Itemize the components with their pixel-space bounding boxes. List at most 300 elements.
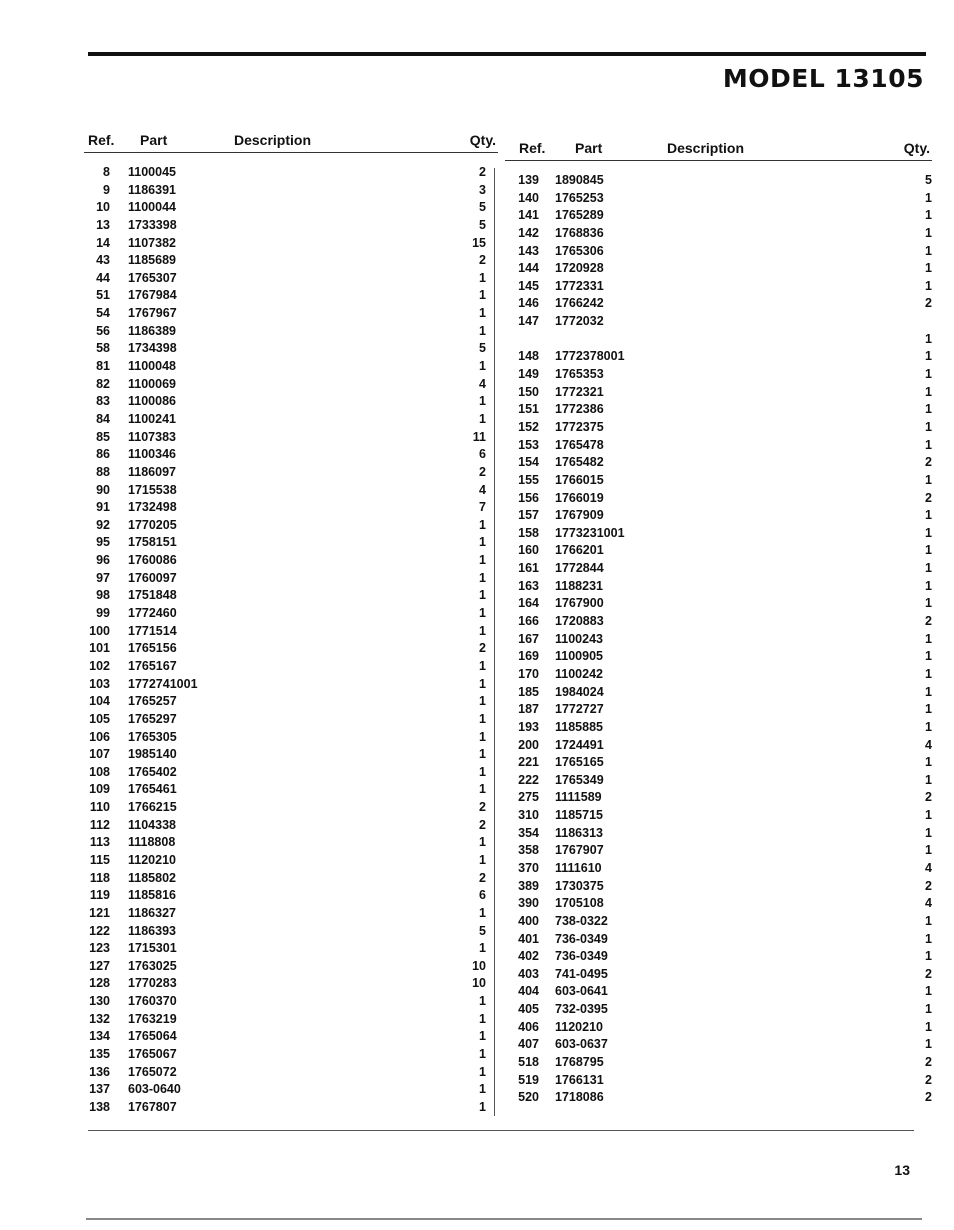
- table-row: [505, 191, 932, 209]
- part-number: 1185816: [128, 888, 176, 903]
- table-row: [84, 624, 498, 642]
- ref-number: 139: [518, 173, 539, 187]
- ref-number: 90: [96, 482, 110, 497]
- ref-number: 221: [518, 755, 539, 770]
- ref-number: 138: [89, 1099, 110, 1114]
- ref-number: 97: [96, 570, 110, 585]
- part-number: 603-0637: [555, 1037, 608, 1052]
- table-row: [505, 508, 932, 526]
- ref-number: 141: [518, 208, 539, 223]
- ref-number: 149: [518, 367, 539, 382]
- ref-number: 102: [89, 658, 110, 673]
- part-number: 1772378001: [555, 349, 625, 364]
- table-row: [84, 835, 498, 853]
- header-part: Part: [575, 140, 603, 156]
- table-row: [84, 165, 498, 183]
- ref-number: 112: [89, 817, 110, 832]
- part-number: 1768795: [555, 1055, 604, 1070]
- part-number: 1984024: [555, 684, 604, 699]
- ref-number: 404: [518, 984, 539, 999]
- quantity: 1: [479, 288, 486, 303]
- quantity: 2: [925, 1072, 932, 1087]
- ref-number: 169: [518, 649, 539, 664]
- table-row: [84, 200, 498, 218]
- part-number: 1765257: [128, 694, 177, 709]
- ref-number: 105: [89, 711, 110, 726]
- quantity: 1: [925, 843, 932, 858]
- header-description: Description: [234, 132, 312, 148]
- column-divider: [494, 168, 495, 1116]
- quantity: 1: [925, 702, 932, 717]
- table-row: [84, 465, 498, 483]
- quantity: 4: [925, 896, 932, 911]
- ref-number: 108: [89, 764, 110, 779]
- quantity: 1: [925, 261, 932, 276]
- ref-number: 402: [518, 949, 539, 964]
- table-row: [84, 641, 498, 659]
- part-number: 1724491: [555, 737, 604, 752]
- ref-number: 187: [518, 702, 539, 717]
- quantity: 10: [472, 976, 486, 991]
- ref-number: 401: [518, 931, 539, 946]
- part-number: 1185715: [555, 808, 603, 823]
- part-number: 1100905: [555, 649, 603, 664]
- ref-number: 82: [96, 376, 110, 391]
- table-row: [84, 959, 498, 977]
- part-number: 1104338: [128, 817, 176, 832]
- quantity: 1: [479, 570, 486, 585]
- table-row: [505, 649, 932, 667]
- part-number: 1760097: [128, 570, 177, 585]
- part-number: 1765402: [128, 764, 177, 779]
- quantity: 1: [479, 394, 486, 409]
- parts-list-right: [505, 173, 932, 1108]
- ref-number: 140: [518, 190, 539, 205]
- quantity: 2: [479, 165, 486, 179]
- part-number: 1772386: [555, 402, 604, 417]
- quantity: 1: [925, 561, 932, 576]
- ref-number: 121: [89, 905, 110, 920]
- quantity: 1: [925, 984, 932, 999]
- quantity: 1: [479, 1029, 486, 1044]
- part-number: 1772032: [555, 314, 604, 329]
- quantity: 5: [479, 341, 486, 356]
- part-number: 1100044: [128, 200, 176, 215]
- table-row: [505, 420, 932, 438]
- ref-number: 400: [518, 913, 539, 928]
- part-number: 1763025: [128, 958, 177, 973]
- part-number: 1765353: [555, 367, 604, 382]
- ref-number: 119: [89, 888, 110, 903]
- quantity: 2: [925, 1090, 932, 1105]
- table-row: [84, 183, 498, 201]
- table-row: [84, 271, 498, 289]
- table-row: [84, 553, 498, 571]
- ref-number: 44: [96, 270, 110, 285]
- ref-number: 54: [96, 306, 110, 321]
- part-number: 1120210: [555, 1019, 603, 1034]
- ref-number: 109: [89, 782, 110, 797]
- table-row: [505, 667, 932, 685]
- ref-number: 407: [518, 1037, 539, 1052]
- part-number: 1751848: [128, 588, 177, 603]
- ref-number: 83: [96, 394, 110, 409]
- ref-number: 130: [89, 994, 110, 1009]
- part-number: 1772741001: [128, 676, 198, 691]
- table-row: [505, 296, 932, 314]
- table-row: [505, 808, 932, 826]
- ref-number: 122: [89, 923, 110, 938]
- quantity: 1: [925, 913, 932, 928]
- table-row: [505, 261, 932, 279]
- quantity: 1: [479, 835, 486, 850]
- ref-number: 101: [89, 641, 110, 656]
- table-row: [505, 1055, 932, 1073]
- part-number: 1100069: [128, 376, 176, 391]
- table-row: [84, 535, 498, 553]
- ref-number: 91: [96, 500, 110, 515]
- part-number: 1766131: [555, 1072, 604, 1087]
- part-number: 1767984: [128, 288, 177, 303]
- ref-number: 152: [518, 419, 539, 434]
- ref-number: 370: [518, 860, 539, 875]
- ref-number: 128: [89, 976, 110, 991]
- table-row: [505, 491, 932, 509]
- quantity: 1: [479, 941, 486, 956]
- table-row: [84, 765, 498, 783]
- quantity: 2: [479, 464, 486, 479]
- table-row: [505, 932, 932, 950]
- part-number: 1705108: [555, 896, 604, 911]
- part-number: 1111589: [555, 790, 602, 805]
- ref-number: 43: [96, 253, 110, 268]
- quantity: 2: [925, 490, 932, 505]
- table-row: [84, 712, 498, 730]
- quantity: 2: [479, 817, 486, 832]
- quantity: 1: [925, 419, 932, 434]
- ref-number: 143: [518, 243, 539, 258]
- ref-number: 107: [89, 747, 110, 762]
- table-row: [505, 1002, 932, 1020]
- quantity: 1: [925, 949, 932, 964]
- ref-number: 134: [89, 1029, 110, 1044]
- table-row: [505, 914, 932, 932]
- part-number: 1765307: [128, 270, 177, 285]
- ref-number: 520: [518, 1090, 539, 1105]
- ref-number: 123: [89, 941, 110, 956]
- quantity: 6: [479, 447, 486, 462]
- table-row: [84, 659, 498, 677]
- parts-table-right: [505, 138, 932, 1108]
- table-row: [84, 571, 498, 589]
- table-row: [84, 976, 498, 994]
- ref-number: 166: [518, 614, 539, 629]
- part-number: 1767807: [128, 1099, 177, 1114]
- ref-number: 167: [518, 631, 539, 646]
- ref-number: 132: [89, 1011, 110, 1026]
- table-row: [505, 367, 932, 385]
- table-row: [505, 790, 932, 808]
- table-row: [505, 473, 932, 491]
- table-row: [84, 588, 498, 606]
- part-number: 1765305: [128, 729, 177, 744]
- quantity: 1: [479, 623, 486, 638]
- quantity: 1: [925, 578, 932, 593]
- ref-number: 86: [96, 447, 110, 462]
- ref-number: 153: [518, 437, 539, 452]
- quantity: 4: [925, 860, 932, 875]
- quantity: 4: [925, 737, 932, 752]
- ref-number: 145: [518, 278, 539, 293]
- table-row: [505, 861, 932, 879]
- ref-number: 96: [96, 553, 110, 568]
- table-row: [505, 632, 932, 650]
- table-row: [84, 500, 498, 518]
- quantity: 1: [925, 808, 932, 823]
- parts-table-left: [84, 130, 498, 1118]
- quantity: 1: [479, 729, 486, 744]
- ref-number: 163: [518, 578, 539, 593]
- part-number: 1186393: [128, 923, 176, 938]
- quantity: 1: [925, 472, 932, 487]
- quantity: 1: [925, 666, 932, 681]
- header-qty: Qty.: [903, 140, 930, 156]
- ref-number: 518: [518, 1055, 539, 1070]
- table-row: [84, 747, 498, 765]
- table-header-left: [84, 130, 498, 153]
- ref-number: 389: [518, 878, 539, 893]
- table-row: [505, 1073, 932, 1091]
- quantity: 1: [925, 719, 932, 734]
- page-number: 13: [894, 1162, 910, 1178]
- ref-number: 358: [518, 843, 539, 858]
- ref-number: 100: [89, 623, 110, 638]
- table-row: [84, 888, 498, 906]
- header-ref: Ref.: [88, 132, 115, 148]
- quantity: 1: [925, 931, 932, 946]
- quantity: 1: [479, 306, 486, 321]
- table-row: [84, 1082, 498, 1100]
- quantity: 1: [479, 588, 486, 603]
- quantity: 1: [925, 243, 932, 258]
- table-row: [84, 606, 498, 624]
- ref-number: 150: [518, 384, 539, 399]
- header-qty: Qty.: [469, 132, 496, 148]
- table-row: [84, 1029, 498, 1047]
- quantity: 1: [925, 190, 932, 205]
- table-row: [505, 614, 932, 632]
- part-number: 1186327: [128, 905, 176, 920]
- quantity: 3: [479, 182, 486, 197]
- part-number: 1767907: [555, 843, 604, 858]
- part-number: 1186391: [128, 182, 176, 197]
- part-number: 1100243: [555, 631, 603, 646]
- table-row: [84, 483, 498, 501]
- quantity: 1: [479, 747, 486, 762]
- table-row: [505, 543, 932, 561]
- quantity: 2: [925, 296, 932, 311]
- table-row: [84, 288, 498, 306]
- ref-number: 99: [96, 606, 110, 621]
- ref-number: 310: [518, 808, 539, 823]
- ref-number: 127: [89, 958, 110, 973]
- ref-number: 164: [518, 596, 539, 611]
- table-row: [84, 853, 498, 871]
- table-row: [505, 561, 932, 579]
- quantity: 1: [479, 517, 486, 532]
- quantity: 1: [925, 684, 932, 699]
- quantity: 1: [479, 1047, 486, 1062]
- table-row: [84, 447, 498, 465]
- part-number: 1766215: [128, 800, 177, 815]
- table-header-right: [505, 138, 932, 161]
- quantity: 1: [479, 535, 486, 550]
- ref-number: 390: [518, 896, 539, 911]
- quantity: 1: [925, 755, 932, 770]
- quantity: 1: [925, 384, 932, 399]
- quantity: 1: [479, 676, 486, 691]
- part-number: 1772321: [555, 384, 604, 399]
- quantity: 1: [925, 649, 932, 664]
- quantity: 2: [479, 800, 486, 815]
- ref-number: 81: [96, 359, 110, 374]
- quantity: 1: [479, 323, 486, 338]
- table-row: [505, 1090, 932, 1108]
- quantity: 1: [925, 508, 932, 523]
- ref-number: 142: [518, 225, 539, 240]
- table-row: [505, 1037, 932, 1055]
- table-row: [84, 871, 498, 889]
- quantity: 1: [479, 270, 486, 285]
- quantity: 1: [479, 658, 486, 673]
- table-row: [84, 236, 498, 254]
- quantity: 1: [479, 852, 486, 867]
- table-row: [84, 518, 498, 536]
- ref-number: 115: [89, 852, 110, 867]
- quantity: 4: [479, 376, 486, 391]
- quantity: 1: [479, 411, 486, 426]
- table-row: [505, 314, 932, 332]
- part-number: 1186313: [555, 825, 603, 840]
- part-number: 603-0640: [128, 1082, 181, 1097]
- ref-number: 193: [518, 719, 539, 734]
- ref-number: 354: [518, 825, 539, 840]
- quantity: 7: [479, 500, 486, 515]
- table-row: [84, 730, 498, 748]
- part-number: 1772331: [555, 278, 604, 293]
- ref-number: 85: [96, 429, 110, 444]
- table-row: [84, 782, 498, 800]
- part-number: 736-0349: [555, 931, 608, 946]
- quantity: 1: [925, 278, 932, 293]
- quantity: 15: [472, 235, 486, 250]
- table-row: [84, 430, 498, 448]
- table-row: [505, 244, 932, 262]
- part-number: 1763219: [128, 1011, 177, 1026]
- table-row: [84, 800, 498, 818]
- ref-number: 98: [96, 588, 110, 603]
- ref-number: 136: [89, 1064, 110, 1079]
- ref-number: 84: [96, 411, 110, 426]
- part-number: 1890845: [555, 173, 604, 187]
- quantity: 1: [925, 772, 932, 787]
- ref-number: 155: [518, 472, 539, 487]
- ref-number: 13: [96, 217, 110, 232]
- table-row: [84, 1012, 498, 1030]
- table-row: [84, 412, 498, 430]
- table-row: [84, 818, 498, 836]
- ref-number: 275: [518, 790, 539, 805]
- ref-number: 200: [518, 737, 539, 752]
- ref-number: 147: [518, 314, 539, 329]
- quantity: 1: [925, 825, 932, 840]
- table-row: [84, 906, 498, 924]
- header-ref: Ref.: [519, 140, 546, 156]
- ref-number: 137: [89, 1082, 110, 1097]
- ref-number: 144: [518, 261, 539, 276]
- ref-number: 51: [96, 288, 110, 303]
- part-number: 603-0641: [555, 984, 608, 999]
- ref-number: 56: [96, 323, 110, 338]
- quantity: 1: [925, 225, 932, 240]
- ref-number: 185: [518, 684, 539, 699]
- ref-number: 9: [103, 182, 110, 197]
- part-number: 1765165: [555, 755, 604, 770]
- table-row: [505, 949, 932, 967]
- ref-number: 135: [89, 1047, 110, 1062]
- ref-number: 113: [89, 835, 110, 850]
- table-row: [84, 924, 498, 942]
- ref-number: 151: [518, 402, 539, 417]
- table-row: [84, 1065, 498, 1083]
- part-number: 1100045: [128, 165, 176, 179]
- part-number: 1720883: [555, 614, 604, 629]
- table-row: [84, 218, 498, 236]
- quantity: 1: [479, 994, 486, 1009]
- part-number: 1120210: [128, 852, 176, 867]
- part-number: 1734398: [128, 341, 177, 356]
- parts-list-left: [84, 165, 498, 1118]
- table-row: [505, 332, 932, 350]
- quantity: 1: [925, 596, 932, 611]
- part-number: 1186389: [128, 323, 176, 338]
- part-number: 1772727: [555, 702, 604, 717]
- part-number: 1767909: [555, 508, 604, 523]
- table-row: [505, 685, 932, 703]
- ref-number: 406: [518, 1019, 539, 1034]
- part-number: 1100086: [128, 394, 176, 409]
- table-row: [505, 702, 932, 720]
- part-number: 1718086: [555, 1090, 604, 1105]
- part-number: 1770283: [128, 976, 177, 991]
- ref-number: 95: [96, 535, 110, 550]
- quantity: 1: [925, 437, 932, 452]
- part-number: 1730375: [555, 878, 604, 893]
- quantity: 2: [479, 870, 486, 885]
- table-row: [505, 896, 932, 914]
- ref-number: 160: [518, 543, 539, 558]
- quantity: 5: [479, 923, 486, 938]
- ref-number: 156: [518, 490, 539, 505]
- part-number: 1772844: [555, 561, 604, 576]
- table-row: [505, 967, 932, 985]
- table-row: [505, 843, 932, 861]
- part-number: 1715538: [128, 482, 177, 497]
- quantity: 1: [479, 711, 486, 726]
- quantity: 2: [925, 455, 932, 470]
- quantity: 1: [479, 1064, 486, 1079]
- table-row: [505, 879, 932, 897]
